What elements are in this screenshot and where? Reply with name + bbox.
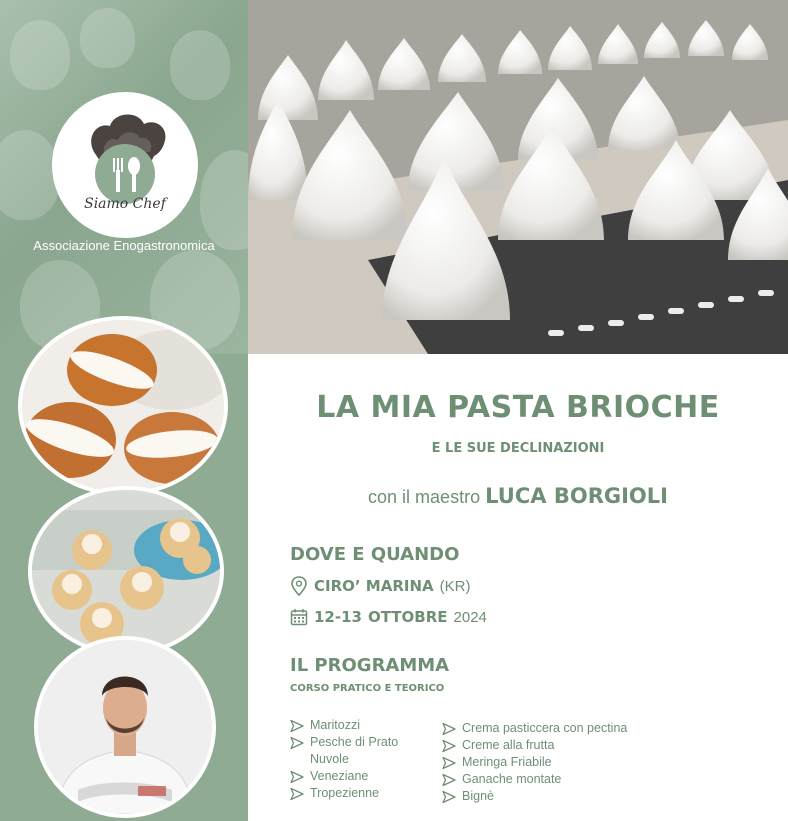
maritozzi-image [22, 320, 224, 492]
list-item: Meringa Friabile [442, 754, 682, 771]
list-item: Pesche di Prato [290, 734, 440, 751]
send-arrow-icon [442, 722, 456, 736]
list-item: Tropezienne [290, 785, 440, 802]
send-arrow-icon [442, 773, 456, 787]
meringue-shape [80, 8, 135, 68]
chef-hat-logo-icon [52, 92, 198, 238]
list-item: Veneziane [290, 768, 440, 785]
list-item: Ganache montate [442, 771, 682, 788]
place-line [290, 575, 470, 597]
date-line [290, 606, 487, 628]
program-heading: IL PROGRAMMA [290, 655, 450, 676]
bullet-spacer [290, 753, 304, 767]
photo-bigne [28, 486, 224, 656]
meringue-shape [10, 20, 70, 90]
left-top-background [0, 0, 248, 354]
meringue-shape [200, 150, 248, 250]
place-name: CIRO’ MARINA [314, 577, 434, 595]
list-item: Maritozzi [290, 717, 440, 734]
meringue-shape [0, 130, 60, 220]
chef-portrait-image [38, 640, 212, 814]
list-item: Creme alla frutta [442, 737, 682, 754]
program-list-left [290, 717, 440, 802]
maestro-prefix: con il maestro [368, 487, 481, 507]
send-arrow-icon [290, 770, 304, 784]
logo [52, 92, 198, 238]
calendar-icon [290, 608, 308, 626]
list-item: Bignè [442, 788, 682, 805]
hero-image [248, 0, 788, 354]
association-label: Associazione Enogastronomica [33, 238, 215, 253]
date-days: 12-13 [314, 608, 362, 626]
logo-text: Siamo Chef [84, 196, 166, 212]
send-arrow-icon [290, 719, 304, 733]
photo-chef [34, 636, 216, 818]
place-province: (KR) [439, 577, 471, 595]
maestro-line [248, 484, 788, 508]
send-arrow-icon [442, 756, 456, 770]
program-subheading: CORSO PRATICO E TEORICO [290, 683, 445, 694]
list-item: Nuvole [290, 751, 440, 768]
map-pin-icon [290, 576, 308, 596]
meringue-tray-illustration [248, 0, 788, 354]
where-when-heading: DOVE E QUANDO [290, 544, 460, 565]
event-title: LA MIA PASTA BRIOCHE [316, 390, 720, 425]
meringue-shape [170, 30, 230, 100]
event-subtitle: E LE SUE DECLINAZIONI [431, 441, 605, 456]
send-arrow-icon [290, 736, 304, 750]
send-arrow-icon [442, 739, 456, 753]
send-arrow-icon [442, 790, 456, 804]
bigne-image [32, 490, 220, 652]
date-month: OTTOBRE [367, 608, 448, 626]
list-item: Crema pasticcera con pectina [442, 720, 682, 737]
program-list-right [442, 720, 682, 805]
date-year: 2024 [453, 608, 487, 626]
send-arrow-icon [290, 787, 304, 801]
photo-maritozzi [18, 316, 228, 496]
maestro-name: LUCA BORGIOLI [485, 484, 668, 508]
